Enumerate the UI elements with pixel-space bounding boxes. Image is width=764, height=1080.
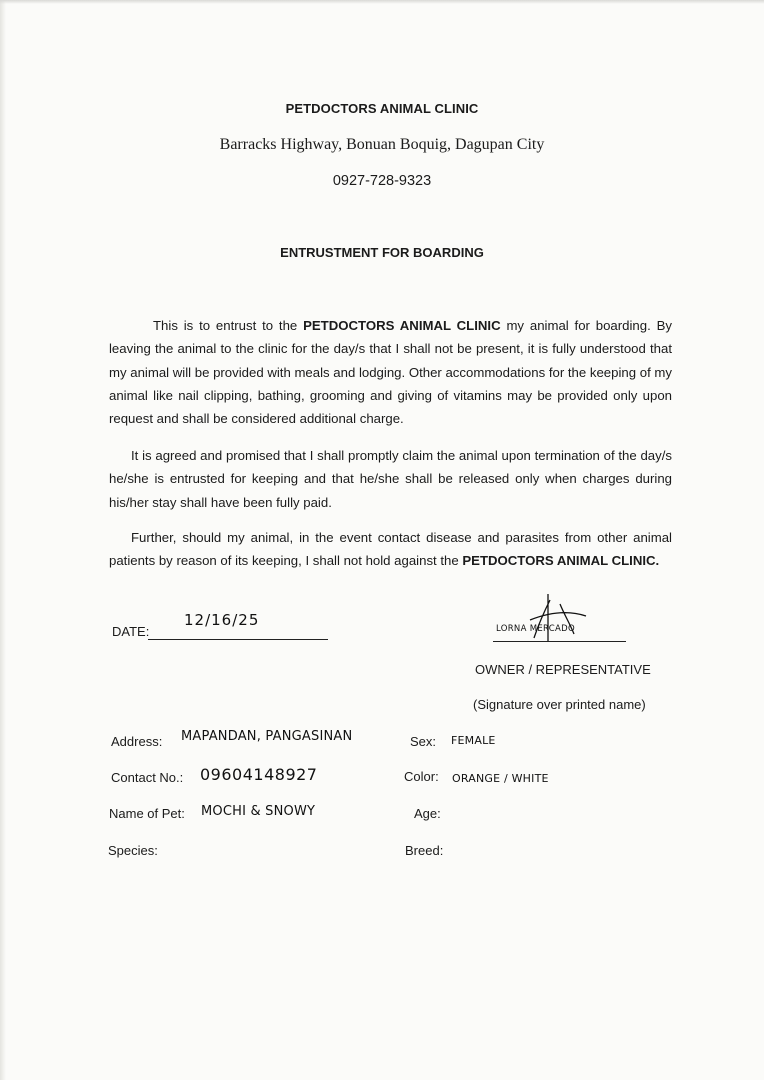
paragraph-liability [109, 526, 672, 573]
paragraph-text: This is to entrust to the [153, 318, 304, 333]
owner-label: OWNER / REPRESENTATIVE [475, 662, 651, 677]
date-underline [148, 639, 328, 640]
breed-label: Breed: [405, 843, 444, 858]
clinic-name-inline: PETDOCTORS ANIMAL CLINIC. [462, 553, 660, 569]
signature-line [493, 641, 626, 642]
date-label: DATE: [112, 624, 150, 639]
paragraph-text: my animal for boarding. By leaving the animal to the clinic for the day/s that I shall not be present, it is fully understood that my animal will be provided with meals and lodging. Other accommodations for the keeping of my animal like nail clipping, bathing, grooming and giving of vitamins may be provided only upon request and shall be considered additional charge. [109, 318, 672, 427]
address-value: MAPANDAN, PANGASINAN [181, 729, 353, 744]
sex-label: Sex: [410, 734, 437, 749]
color-label: Color: [404, 769, 439, 784]
color-value: ORANGE / WHITE [452, 772, 549, 785]
clinic-phone: 0927-728-9323 [332, 173, 432, 189]
age-label: Age: [414, 806, 441, 821]
pet-name-label: Name of Pet: [109, 806, 185, 821]
document-title: ENTRUSTMENT FOR BOARDING [280, 245, 484, 260]
signature-instruction: (Signature over printed name) [473, 697, 646, 712]
signature-printed-name: LORNA MERCADO [496, 624, 575, 634]
clinic-name: PETDOCTORS ANIMAL CLINIC [285, 101, 479, 116]
page-top-edge [0, 0, 764, 4]
paragraph-text: Further, should my animal, in the event contact disease and parasites from other animal patients by reason of its keeping, I shall not hold against the [109, 530, 672, 569]
owner-signature [490, 590, 630, 645]
page-edge-shadow [0, 0, 6, 1080]
contact-label: Contact No.: [111, 770, 184, 785]
clinic-name-inline: PETDOCTORS ANIMAL CLINIC [303, 318, 501, 333]
species-label: Species: [108, 843, 158, 858]
pet-name-value: MOCHI & SNOWY [201, 804, 316, 819]
address-label: Address: [111, 734, 163, 749]
clinic-address: Barracks Highway, Bonuan Boquig, Dagupan City [219, 136, 545, 153]
date-handwritten: 12/16/25 [184, 611, 260, 629]
sex-value: FEMALE [451, 734, 496, 747]
contact-value: 09604148927 [200, 765, 318, 784]
paragraph-claim-agreement: It is agreed and promised that I shall promptly claim the animal upon termination of the day/s he/she is entrusted for keeping and that he/she shall be released only when charges during his/her stay shall have been fully paid. [109, 448, 672, 510]
paragraph-entrustment [109, 314, 672, 430]
